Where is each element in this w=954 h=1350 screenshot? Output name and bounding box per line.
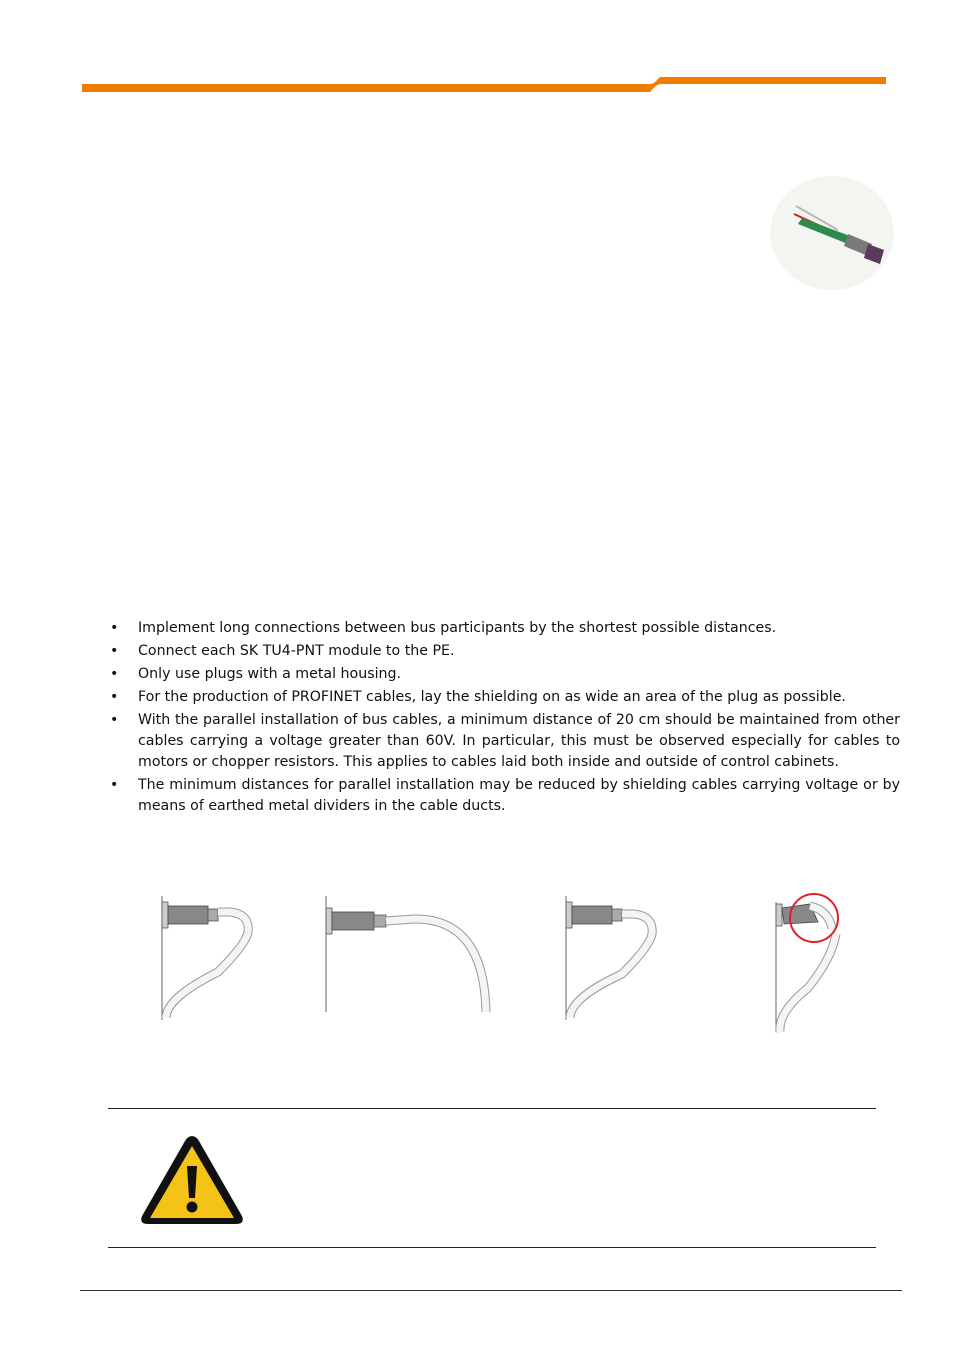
header-accent-bar	[0, 0, 954, 100]
cable-figure-2	[322, 888, 502, 1028]
bullet-icon: •	[110, 666, 119, 682]
bullet-icon: •	[110, 643, 119, 659]
bullet-icon: •	[110, 689, 119, 705]
warning-triangle-icon	[138, 1132, 246, 1228]
bullet-icon: •	[110, 620, 119, 636]
warning-box-top-rule	[108, 1108, 876, 1109]
list-item: • Only use plugs with a metal housing.	[108, 664, 900, 685]
list-item: • The minimum distances for parallel installation may be reduced by shielding cables carrying voltage or by means of earthed metal dividers in the cable ducts.	[110, 777, 900, 814]
list-item: • For the production of PROFINET cables, lay the shielding on as wide an area of the plug as possible.	[108, 687, 900, 708]
list-item: • Implement long connections between bus participants by the shortest possible distances.	[108, 618, 900, 639]
cable-figure-1	[158, 888, 268, 1028]
cable-figure-3	[562, 888, 672, 1028]
warning-box-bottom-rule	[108, 1247, 876, 1248]
bullet-icon: •	[110, 777, 119, 793]
cable-photo	[768, 174, 896, 292]
installation-guidelines-list	[108, 618, 900, 819]
bullet-icon: •	[110, 712, 119, 728]
list-item: • Connect each SK TU4-PNT module to the PE.	[108, 641, 900, 662]
list-item: • With the parallel installation of bus cables, a minimum distance of 20 cm should be maintained from other cables carrying a voltage greater than 60V. In particular, this must be observed especially for cables to motors or chopper resistors. This applies to cables laid both inside and outside of control cabinets.	[110, 712, 900, 770]
cable-bending-figures	[150, 888, 910, 1048]
cable-figure-4-incorrect	[770, 888, 870, 1038]
footer-rule	[80, 1290, 902, 1291]
